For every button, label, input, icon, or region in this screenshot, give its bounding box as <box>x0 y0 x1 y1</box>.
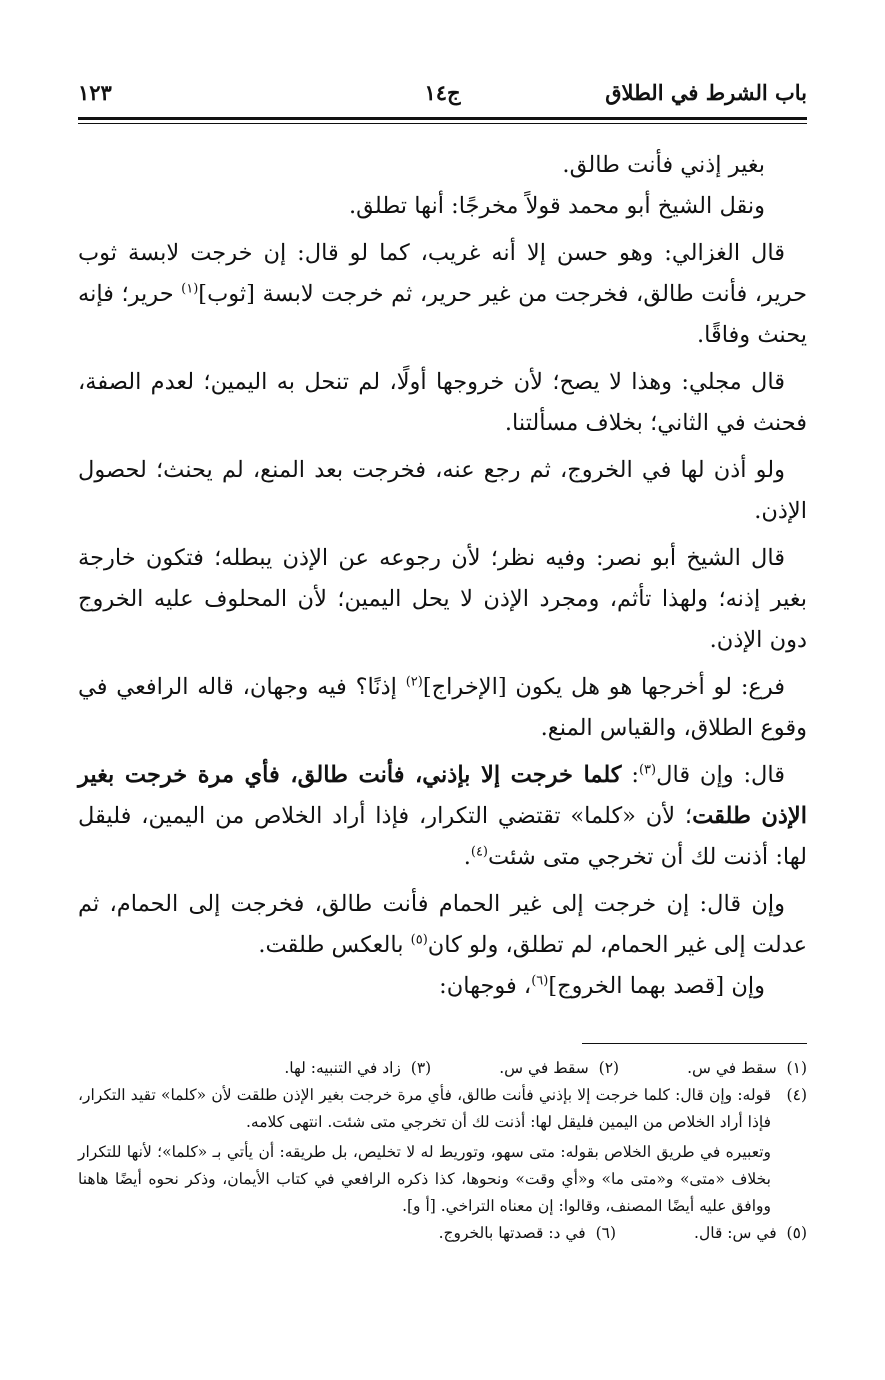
footnote-1-number: (١) <box>786 1059 807 1077</box>
footnote-ref-4[interactable]: (٤) <box>470 844 488 860</box>
footnote-ref-6[interactable]: (٦) <box>531 973 549 989</box>
footnote-6-number: (٦) <box>595 1224 617 1242</box>
paragraph-1 <box>78 145 807 186</box>
footnote-1-text: سقط في س. <box>687 1059 777 1077</box>
paragraph-5 <box>78 450 807 532</box>
paragraph-2 <box>78 186 807 227</box>
footnote-4-text-1: قوله: وإن قال: كلما خرجت إلا بإذني فأنت طالق، فأي مرة خرجت بغير الإذن طلقت لأن «كلما» تقيد التكرار، فإذا أراد الخلاص من اليمين فليقل لها: أذنت لك أن تخرجي متى شئت. انتهى كلامه. <box>78 1086 771 1131</box>
paragraph-4 <box>78 362 807 444</box>
footnote-4-body <box>78 1082 771 1220</box>
paragraph-4-text: قال مجلي: وهذا لا يصح؛ لأن خروجها أولًا، لم تنحل به اليمين؛ لعدم الصفة، فحنث في الثاني؛ بخلاف مسألتنا. <box>78 369 807 436</box>
paragraph-9 <box>78 884 807 966</box>
footnote-3 <box>284 1055 431 1082</box>
footnote-2-number: (٢) <box>598 1059 620 1077</box>
footnote-ref-3[interactable]: (٣) <box>638 762 657 778</box>
paragraph-5-text: ولو أذن لها في الخروج، ثم رجع عنه، فخرجت بعد المنع، لم يحنث؛ لحصول الإذن. <box>78 457 807 524</box>
footnote-4-text-2: وتعبيره في طريق الخلاص بقوله: متى سهو، وتوريط له لا تخليص، بل طريقه: أن يأتي بـ «كلما»؛ لأنها للتكرار بخلاف «متى» و«متى ما» و«أي وقت» ونحوها، كذا ذكره الرافعي في كتاب الأيمان، وذكر نحوه أيضًا هاهنا ووافق عليه أيضًا المصنف، وقالوا: إن معناه التراخي. [أ و]. <box>78 1143 771 1215</box>
paragraph-8-text-b: ؛ لأن «كلما» تقتضي التكرار، فإذا أراد الخلاص من اليمين، فليقل لها: أذنت لك أن تخرجي متى شئت <box>78 803 807 870</box>
footnote-4 <box>78 1082 807 1220</box>
running-header <box>78 80 807 116</box>
paragraph-6-text: قال الشيخ أبو نصر: وفيه نظر؛ لأن رجوعه عن الإذن يبطله؛ فتكون خارجة بغير إذنه؛ ولهذا تأثم، ومجرد الإذن لا يحل اليمين؛ لأن المحلوف عليه الخروج دون الإذن. <box>78 545 807 653</box>
paragraph-10 <box>78 966 807 1007</box>
footnote-5 <box>694 1220 807 1247</box>
paragraph-3-text-a: قال الغزالي: وهو حسن إلا أنه غريب، كما لو قال: إن خرجت لابسة ثوب حرير، فأنت طالق، فخرجت من غير حرير، ثم خرجت لابسة [ثوب] <box>78 240 807 307</box>
paragraph-10-text-a: وإن [قصد بهما الخروج] <box>548 973 765 999</box>
footnote-spacer <box>633 1055 673 1082</box>
header-rule-thick <box>78 117 807 120</box>
footnote-4-number: (٤) <box>786 1086 807 1104</box>
footnote-line-1 <box>78 1055 807 1082</box>
paragraph-6 <box>78 538 807 661</box>
paragraph-2-text: ونقل الشيخ أبو محمد قولاً مخرجًا: أنها تطلق. <box>348 193 765 219</box>
footnote-spacer <box>445 1055 485 1082</box>
footnote-5-number: (٥) <box>786 1224 807 1242</box>
paragraph-3 <box>78 233 807 356</box>
paragraph-7 <box>78 667 807 749</box>
footnote-5-text: في س: قال. <box>694 1224 777 1242</box>
footnote-separator <box>582 1043 807 1044</box>
footnote-6 <box>439 1220 616 1247</box>
footnote-2 <box>499 1055 619 1082</box>
paragraph-3-text-b: حرير؛ فإنه يحنث وفاقًا. <box>78 281 807 348</box>
footnote-1 <box>687 1055 807 1082</box>
paragraph-8-end: . <box>463 844 471 870</box>
footnote-3-number: (٣) <box>410 1059 432 1077</box>
footnote-ref-5[interactable]: (٥) <box>410 932 428 948</box>
paragraph-8-text-a: قال: وإن قال <box>656 762 785 788</box>
footnote-3-text: زاد في التنبيه: لها. <box>284 1059 401 1077</box>
paragraph-8 <box>78 755 807 878</box>
paragraph-8-colon: : <box>621 762 639 788</box>
paragraph-9-text-a: وإن قال: إن خرجت إلى غير الحمام فأنت طالق، فخرجت إلى الحمام، ثم عدلت إلى غير الحمام، لم تطلق، ولو كان <box>78 891 807 958</box>
footnote-spacer <box>630 1220 680 1247</box>
paragraph-1-text: بغير إذني فأنت طالق. <box>562 152 765 178</box>
footnote-6-text: في د: قصدتها بالخروج. <box>438 1224 586 1242</box>
main-text <box>78 145 807 1013</box>
chapter-title: باب الشرط في الطلاق <box>605 80 807 105</box>
footnote-2-text: سقط في س. <box>499 1059 589 1077</box>
matn-bold-text: كلما خرجت إلا بإذني، فأنت طالق، فأي مرة خرجت بغير الإذن طلقت <box>78 762 807 829</box>
paragraph-9-text-b: بالعكس طلقت. <box>258 932 411 958</box>
footnote-ref-2[interactable]: (٢) <box>405 674 423 690</box>
page-number: ١٢٣ <box>78 80 112 105</box>
paragraph-7-text-a: فرع: لو أخرجها هو هل يكون [الإخراج] <box>422 674 786 700</box>
paragraph-7-text-b: إذنًا؟ فيه وجهان، قاله الرافعي في وقوع الطلاق، والقياس المنع. <box>78 674 807 741</box>
volume-label: ج١٤ <box>424 80 461 105</box>
footnote-line-5 <box>78 1220 807 1247</box>
header-rule-thin <box>78 123 807 124</box>
paragraph-10-text-b: ، فوجهان: <box>439 973 532 999</box>
footnotes <box>78 1055 807 1247</box>
footnote-ref-1[interactable]: (١) <box>181 281 199 297</box>
